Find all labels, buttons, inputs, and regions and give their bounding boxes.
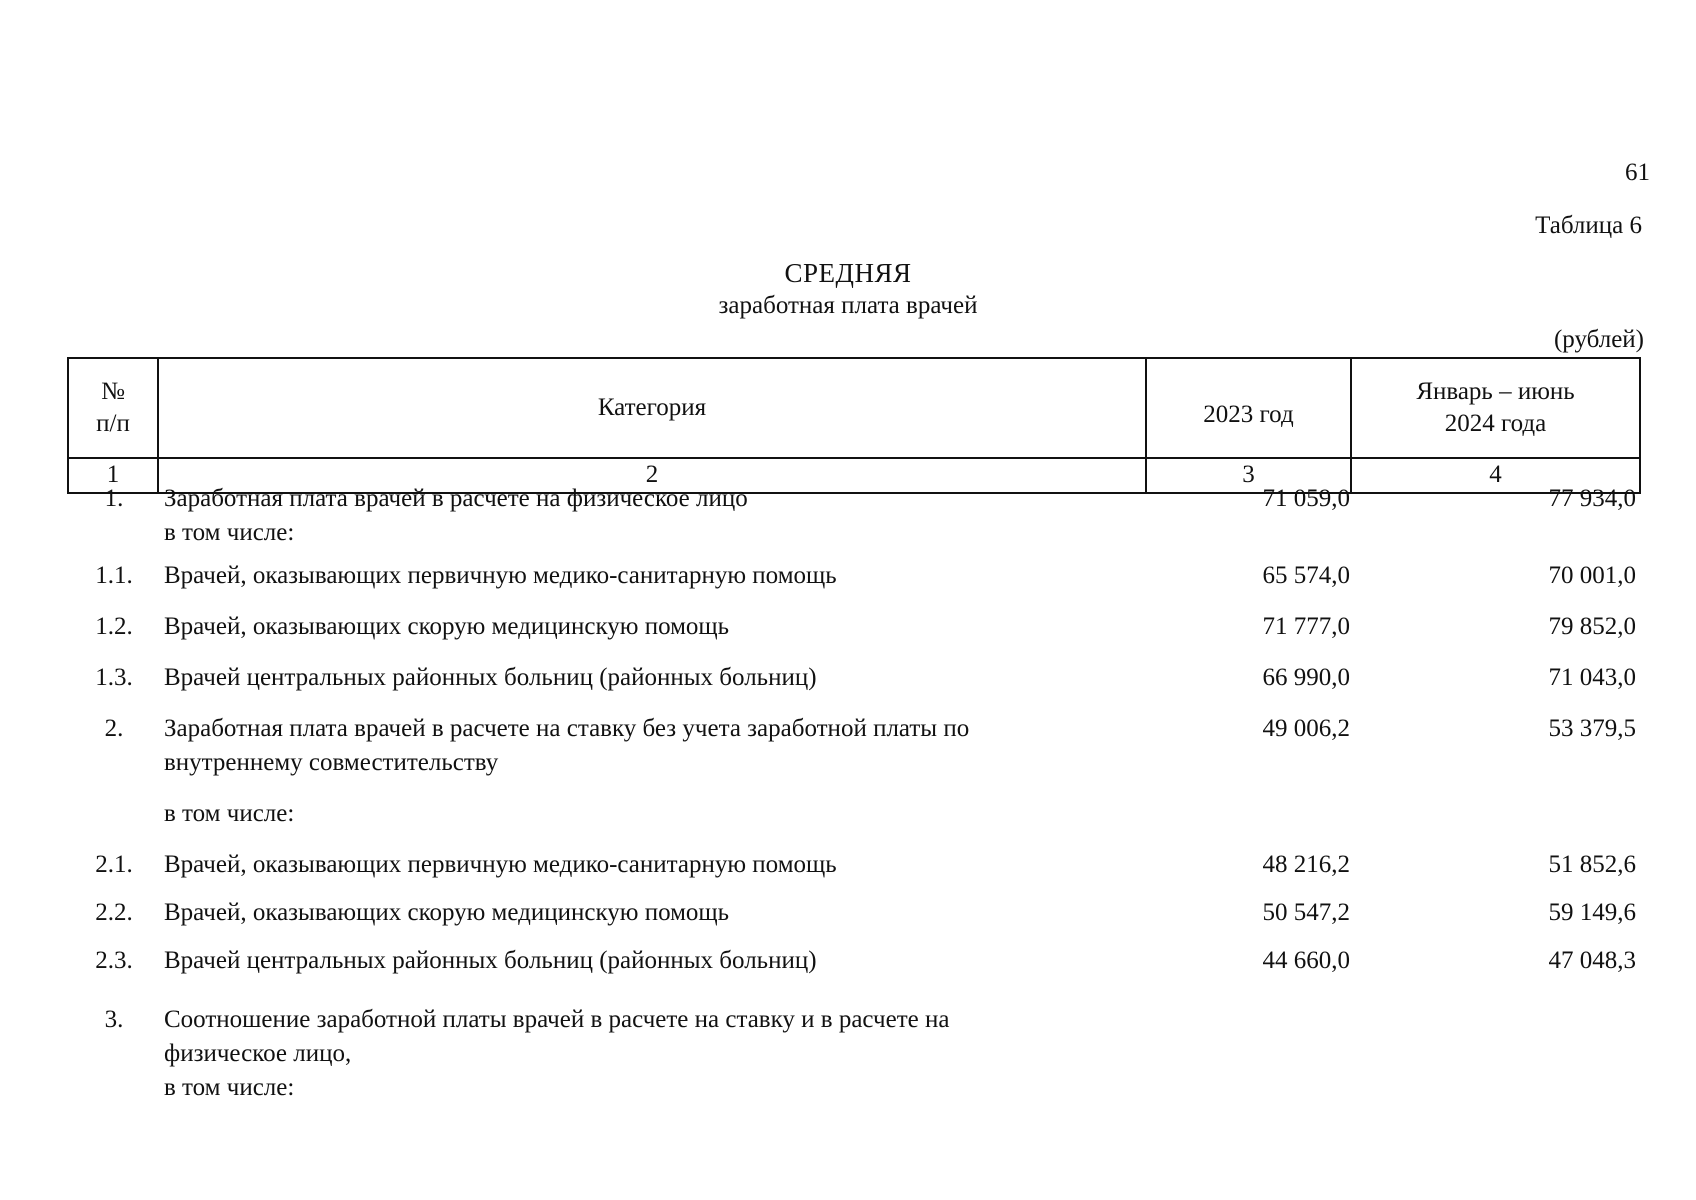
row-value-2023: 44 660,0	[1262, 947, 1350, 974]
header-category-label: Категория	[597, 393, 707, 421]
row-category	[164, 1003, 1084, 1105]
header-number-line2: п/п	[96, 410, 130, 437]
header-index-1: 1	[68, 458, 158, 493]
header-2024	[1351, 358, 1640, 458]
row-category-line3: в том числе:	[164, 1074, 295, 1101]
row-category-line2: внутреннему совместительству	[164, 749, 499, 776]
row-value-2023: 66 990,0	[1262, 664, 1350, 691]
row-number: 2.2.	[95, 899, 133, 926]
row-value-2024: 53 379,5	[1548, 715, 1636, 742]
row-category: Врачей центральных районных больниц (районных больниц)	[164, 664, 817, 691]
row-category: Врачей центральных районных больниц (районных больниц)	[164, 947, 817, 974]
row-value-2023: 48 216,2	[1262, 851, 1350, 878]
row-category: Врачей, оказывающих скорую медицинскую помощь	[164, 613, 730, 640]
row-value-2023: 50 547,2	[1262, 899, 1350, 926]
row-number: 2.3.	[95, 947, 133, 974]
document-subtitle: заработная плата врачей	[718, 292, 978, 319]
header-2024-line1: Январь – июнь	[1416, 377, 1575, 405]
header-index-4: 4	[1351, 458, 1640, 493]
header-2023	[1146, 358, 1351, 458]
row-category: Врачей, оказывающих первичную медико-санитарную помощь	[164, 562, 837, 589]
row-value-2024: 79 852,0	[1548, 613, 1636, 640]
header-index-2: 2	[158, 458, 1146, 493]
row-value-2024: 47 048,3	[1548, 947, 1636, 974]
row-category: Заработная плата врачей в расчете на физическое лицо	[164, 485, 748, 512]
header-2024-line2: 2024 года	[1444, 410, 1547, 437]
header-2023-label: 2023 год	[1203, 400, 1294, 428]
row-value-2024: 51 852,6	[1548, 851, 1636, 878]
table-label: Таблица 6	[1535, 212, 1642, 239]
row-note: в том числе:	[164, 800, 295, 827]
header-category	[158, 358, 1146, 458]
row-category-line1: Заработная плата врачей в расчете на ставку без учета заработной платы по	[164, 715, 970, 742]
row-number: 2.1.	[95, 851, 133, 878]
row-number: 3.	[104, 1006, 124, 1033]
row-category	[164, 712, 1084, 780]
row-note: в том числе:	[164, 519, 295, 546]
row-category-line1: Соотношение заработной платы врачей в расчете на ставку и в расчете на	[164, 1006, 950, 1033]
row-value-2024: 59 149,6	[1548, 899, 1636, 926]
row-number: 1.1.	[95, 562, 133, 589]
page-number: 61	[1625, 159, 1650, 186]
row-value-2023: 71 777,0	[1262, 613, 1350, 640]
document-title: СРЕДНЯЯ	[784, 258, 912, 288]
row-value-2023: 49 006,2	[1262, 715, 1350, 742]
row-category: Врачей, оказывающих первичную медико-санитарную помощь	[164, 851, 837, 878]
row-number: 1.	[104, 485, 124, 512]
row-value-2024: 71 043,0	[1548, 664, 1636, 691]
row-number: 1.2.	[95, 613, 133, 640]
row-number: 1.3.	[95, 664, 133, 691]
table-header	[67, 357, 1641, 494]
row-value-2024: 70 001,0	[1548, 562, 1636, 589]
row-value-2023: 71 059,0	[1262, 485, 1350, 512]
row-number: 2.	[104, 715, 124, 742]
header-number-line1: №	[101, 377, 125, 405]
row-value-2023: 65 574,0	[1262, 562, 1350, 589]
header-number	[68, 358, 158, 458]
row-value-2024: 77 934,0	[1548, 485, 1636, 512]
row-category: Врачей, оказывающих скорую медицинскую помощь	[164, 899, 730, 926]
row-category-line2: физическое лицо,	[164, 1040, 352, 1067]
header-index-3: 3	[1146, 458, 1351, 493]
units-label: (рублей)	[1553, 326, 1644, 353]
